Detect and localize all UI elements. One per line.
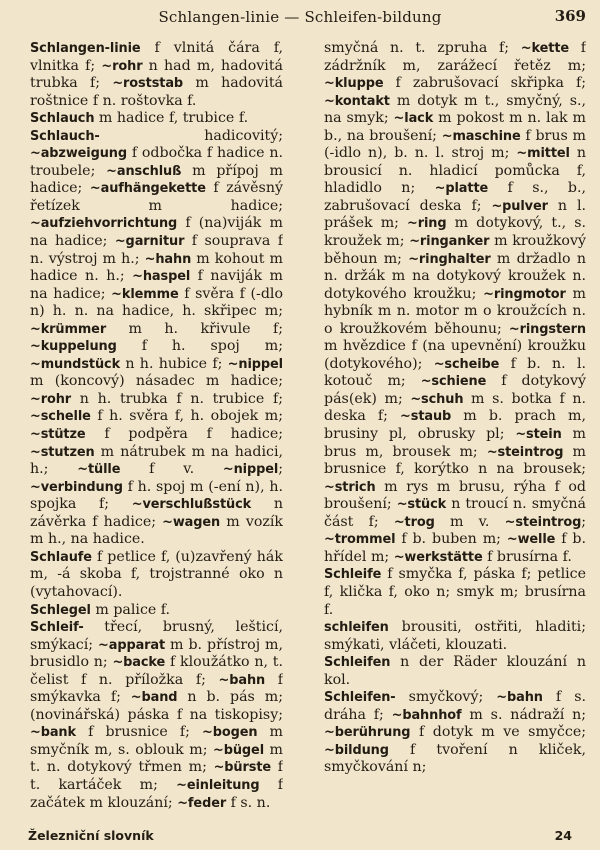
entry-definition: f vlnitá čára f, vlnitka f; ~rohr n had m, hadovitá trubka f; ~roststab m hadovitá roštnice f n. roštovka f. [30, 40, 283, 109]
running-title: Schlangen-linie — Schleifen-bildung [158, 8, 442, 26]
entry-headword: schleifen [324, 620, 389, 636]
entry-headword: Schlauch [30, 111, 95, 127]
entry-headword: Schleifen [324, 655, 391, 671]
entry-definition: brousiti, ostřiti, hladiti; smýkati, vláčeti, klouzati. [324, 619, 586, 653]
entry-headword: Schleifen- [324, 690, 396, 706]
printer-signature: 24 [554, 828, 572, 843]
entry-headword: Schleife [324, 567, 382, 583]
entry-headword: Schleif- [30, 620, 84, 636]
right-column [324, 40, 586, 820]
running-head [0, 8, 600, 30]
entry-headword: Schlangen-linie [30, 41, 141, 56]
page-number: 369 [554, 7, 586, 25]
entry-definition: n der Räder klouzání n kol. [324, 654, 586, 688]
entry-definition: třecí, brusný, lešticí, smýkací; ~apparat m b. přístroj m, brusidlo n; ~backe f kloužátko n, t. čelist f n. příložka f; ~bahn f smýkavka f; ~band n b. pás m; (novinářská) páska f na tiskopisy; ~bank f brusnice f; ~bogen m smyčník m, s. oblouk m; ~bügel m t. n. dotykový třmen m; ~bürste f t. kartáček m; ~einleitung f začátek m klouzání; ~feder f s. n. [30, 619, 283, 811]
entry-headword: Schlauch- [30, 128, 100, 144]
left-column [30, 40, 283, 820]
dictionary-entry [324, 40, 586, 566]
dictionary-entry [30, 128, 283, 549]
entry-headword: Schlegel [30, 602, 91, 618]
entry-definition: f smyčka f, páska f; petlice f, klička f, oko n; smyk m; brusírna f. [324, 566, 586, 618]
footer [0, 828, 600, 848]
dictionary-entry [324, 654, 586, 689]
dictionary-entry [324, 619, 586, 654]
dictionary-entry [30, 602, 283, 620]
dictionary-entry [30, 549, 283, 602]
entry-definition: m palice f. [90, 601, 171, 618]
text-columns [30, 40, 586, 820]
entry-headword: Schlaufe [30, 549, 92, 565]
entry-definition: hadicovitý; ~abzweigung f odbočka f hadice n. troubele; ~anschluß m přípoj m hadice; ~aufhängekette f závěsný řetízek m hadice; ~aufziehvorrichtung f (na)viják m na hadice; ~garnitur f souprava f n. výstroj m h.; ~hahn m kohout m hadice n. h.; ~haspel f naviják m na hadice; ~klemme f svěra f (-dlo n) h. n. na hadice, h. skřipec m; ~krümmer m h. křivule f; ~kuppelung f h. spoj m; ~mundstück n h. hubice f; ~nippel m (koncový) násadec m hadice; ~rohr n h. trubka f n. trubice f; ~schelle f h. svěra f, h. obojek m; ~stütze f podpěra f hadice; ~stutzen m nátrubek m na hadici, h.; ~tülle f v. ~nippel; ~verbindung f h. spoj m (-ení n), h. spojka f; ~verschlußstück n závěrka f hadice; ~wagen m vozík m h., na hadice. [30, 127, 283, 548]
dictionary-entry [324, 566, 586, 619]
footer-book-title: Železniční slovník [28, 828, 154, 843]
dictionary-entry [30, 619, 283, 812]
entry-definition: smyčná n. t. zpruha f; ~kette f zádržník m, zarážecí řetěz m; ~kluppe f zabrušovací skřipka f; ~kontakt m dotyk m t., smyčný, s., na smyk; ~lack m pokost m n. lak m b., na broušení; ~maschine f brus m (-idlo n), b. n. l. stroj m; ~mittel n brousicí n. hladicí pomůcka f, hladidlo n; ~platte f s., b., zabrušovací deska f; ~pulver n l. prášek m; ~ring m dotykový, t., s. kroužek m; ~ringanker m kroužkový běhoun m; ~ringhalter m držadlo n n. držák m na dotykový kroužek n. dotykového kroužku; ~ringmotor m hybník m n. motor m o kroužcích n. o kroužkovém běhounu; ~ringstern m hvězdice f (na upevnění) kroužku (dotykového); ~scheibe f b. n. l. kotouč m; ~schiene f dotykový pás(ek) m; ~schuh m s. botka f n. deska f; ~staub m b. prach m, brusiny pl, obrusky pl; ~stein m brus m, brousek m; ~steintrog m brusnice f, korýtko n na brousek; ~strich m rys m brusu, rýha f od broušení; ~stück n troucí n. smyčná část f; ~trog m v. ~steintrog; ~trommel f b. buben m; ~welle f b. hřídel m; ~werkstätte f brusírna f. [324, 40, 586, 565]
entry-definition: smyčkový; ~bahn f s. dráha f; ~bahnhof m s. nádraží n; ~berührung f dotyk m ve smyčce; ~bildung f tvoření n kliček, smyčkování n; [324, 689, 586, 776]
entry-definition: f petlice f, (u)zavřený hák m, -á skoba f, trojstranné oko n (vytahovací). [30, 548, 283, 600]
dictionary-entry [30, 40, 283, 110]
dictionary-entry [30, 110, 283, 128]
entry-definition: m hadice f, trubice f. [94, 110, 249, 127]
dictionary-entry [324, 689, 586, 777]
